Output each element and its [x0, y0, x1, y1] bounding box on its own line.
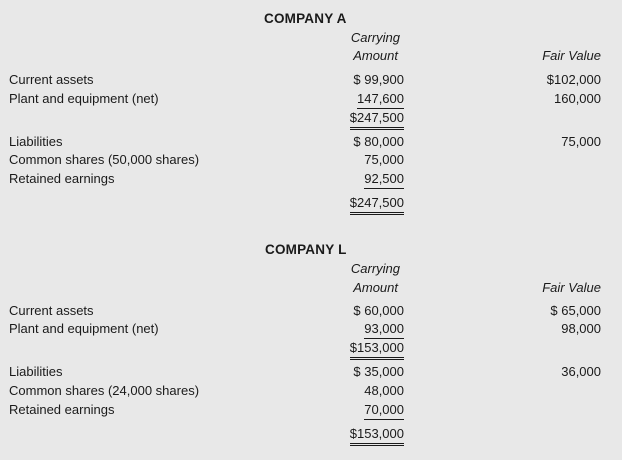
company-l-current-assets-fair: $ 65,000 [550, 303, 601, 318]
company-l-common-shares-carrying: 48,000 [364, 383, 404, 398]
company-l-carrying-header-line1: Carrying [350, 261, 400, 276]
company-a-current-assets-carrying: $ 99,900 [353, 72, 404, 87]
company-a-plant-carrying: 147,600 [357, 91, 404, 109]
company-a-common-shares-carrying: 75,000 [364, 152, 404, 167]
company-l-liabilities-label: Liabilities [9, 364, 63, 379]
company-l-current-assets-carrying: $ 60,000 [353, 303, 404, 318]
company-a-total-equity: $247,500 [350, 195, 404, 215]
company-a-carrying-header-line2: Amount [353, 48, 398, 63]
company-a-plant-label: Plant and equipment (net) [9, 91, 159, 106]
company-l-liabilities-fair: 36,000 [561, 364, 601, 379]
company-l-fair-value-header: Fair Value [542, 280, 601, 295]
company-l-common-shares-label: Common shares (24,000 shares) [9, 383, 200, 398]
company-l-total-assets: $153,000 [350, 340, 404, 360]
company-l-plant-carrying: 93,000 [364, 321, 404, 339]
company-a-common-shares-label: Common shares (50,000 shares) [9, 152, 200, 167]
company-l-total-equity: $153,000 [350, 426, 404, 446]
company-a-plant-fair: 160,000 [554, 91, 601, 106]
company-a-carrying-header-line1: Carrying [350, 30, 400, 45]
company-l-plant-label: Plant and equipment (net) [9, 321, 159, 336]
company-a-current-assets-label: Current assets [9, 72, 94, 87]
company-a-liabilities-carrying: $ 80,000 [353, 134, 404, 149]
company-a-fair-value-header: Fair Value [542, 48, 601, 63]
company-l-retained-earnings-carrying: 70,000 [364, 402, 404, 420]
company-l-title: COMPANY L [265, 242, 347, 257]
company-a-retained-earnings-label: Retained earnings [9, 171, 115, 186]
company-a-current-assets-fair: $102,000 [546, 72, 601, 87]
company-a-liabilities-fair: 75,000 [561, 134, 601, 149]
company-l-carrying-header-line2: Amount [353, 280, 398, 295]
company-a-total-assets: $247,500 [350, 110, 404, 130]
company-l-retained-earnings-label: Retained earnings [9, 402, 115, 417]
company-l-current-assets-label: Current assets [9, 303, 94, 318]
company-a-title: COMPANY A [264, 11, 347, 26]
company-a-retained-earnings-carrying: 92,500 [364, 171, 404, 189]
company-l-liabilities-carrying: $ 35,000 [353, 364, 404, 379]
company-l-plant-fair: 98,000 [561, 321, 601, 336]
company-a-liabilities-label: Liabilities [9, 134, 63, 149]
